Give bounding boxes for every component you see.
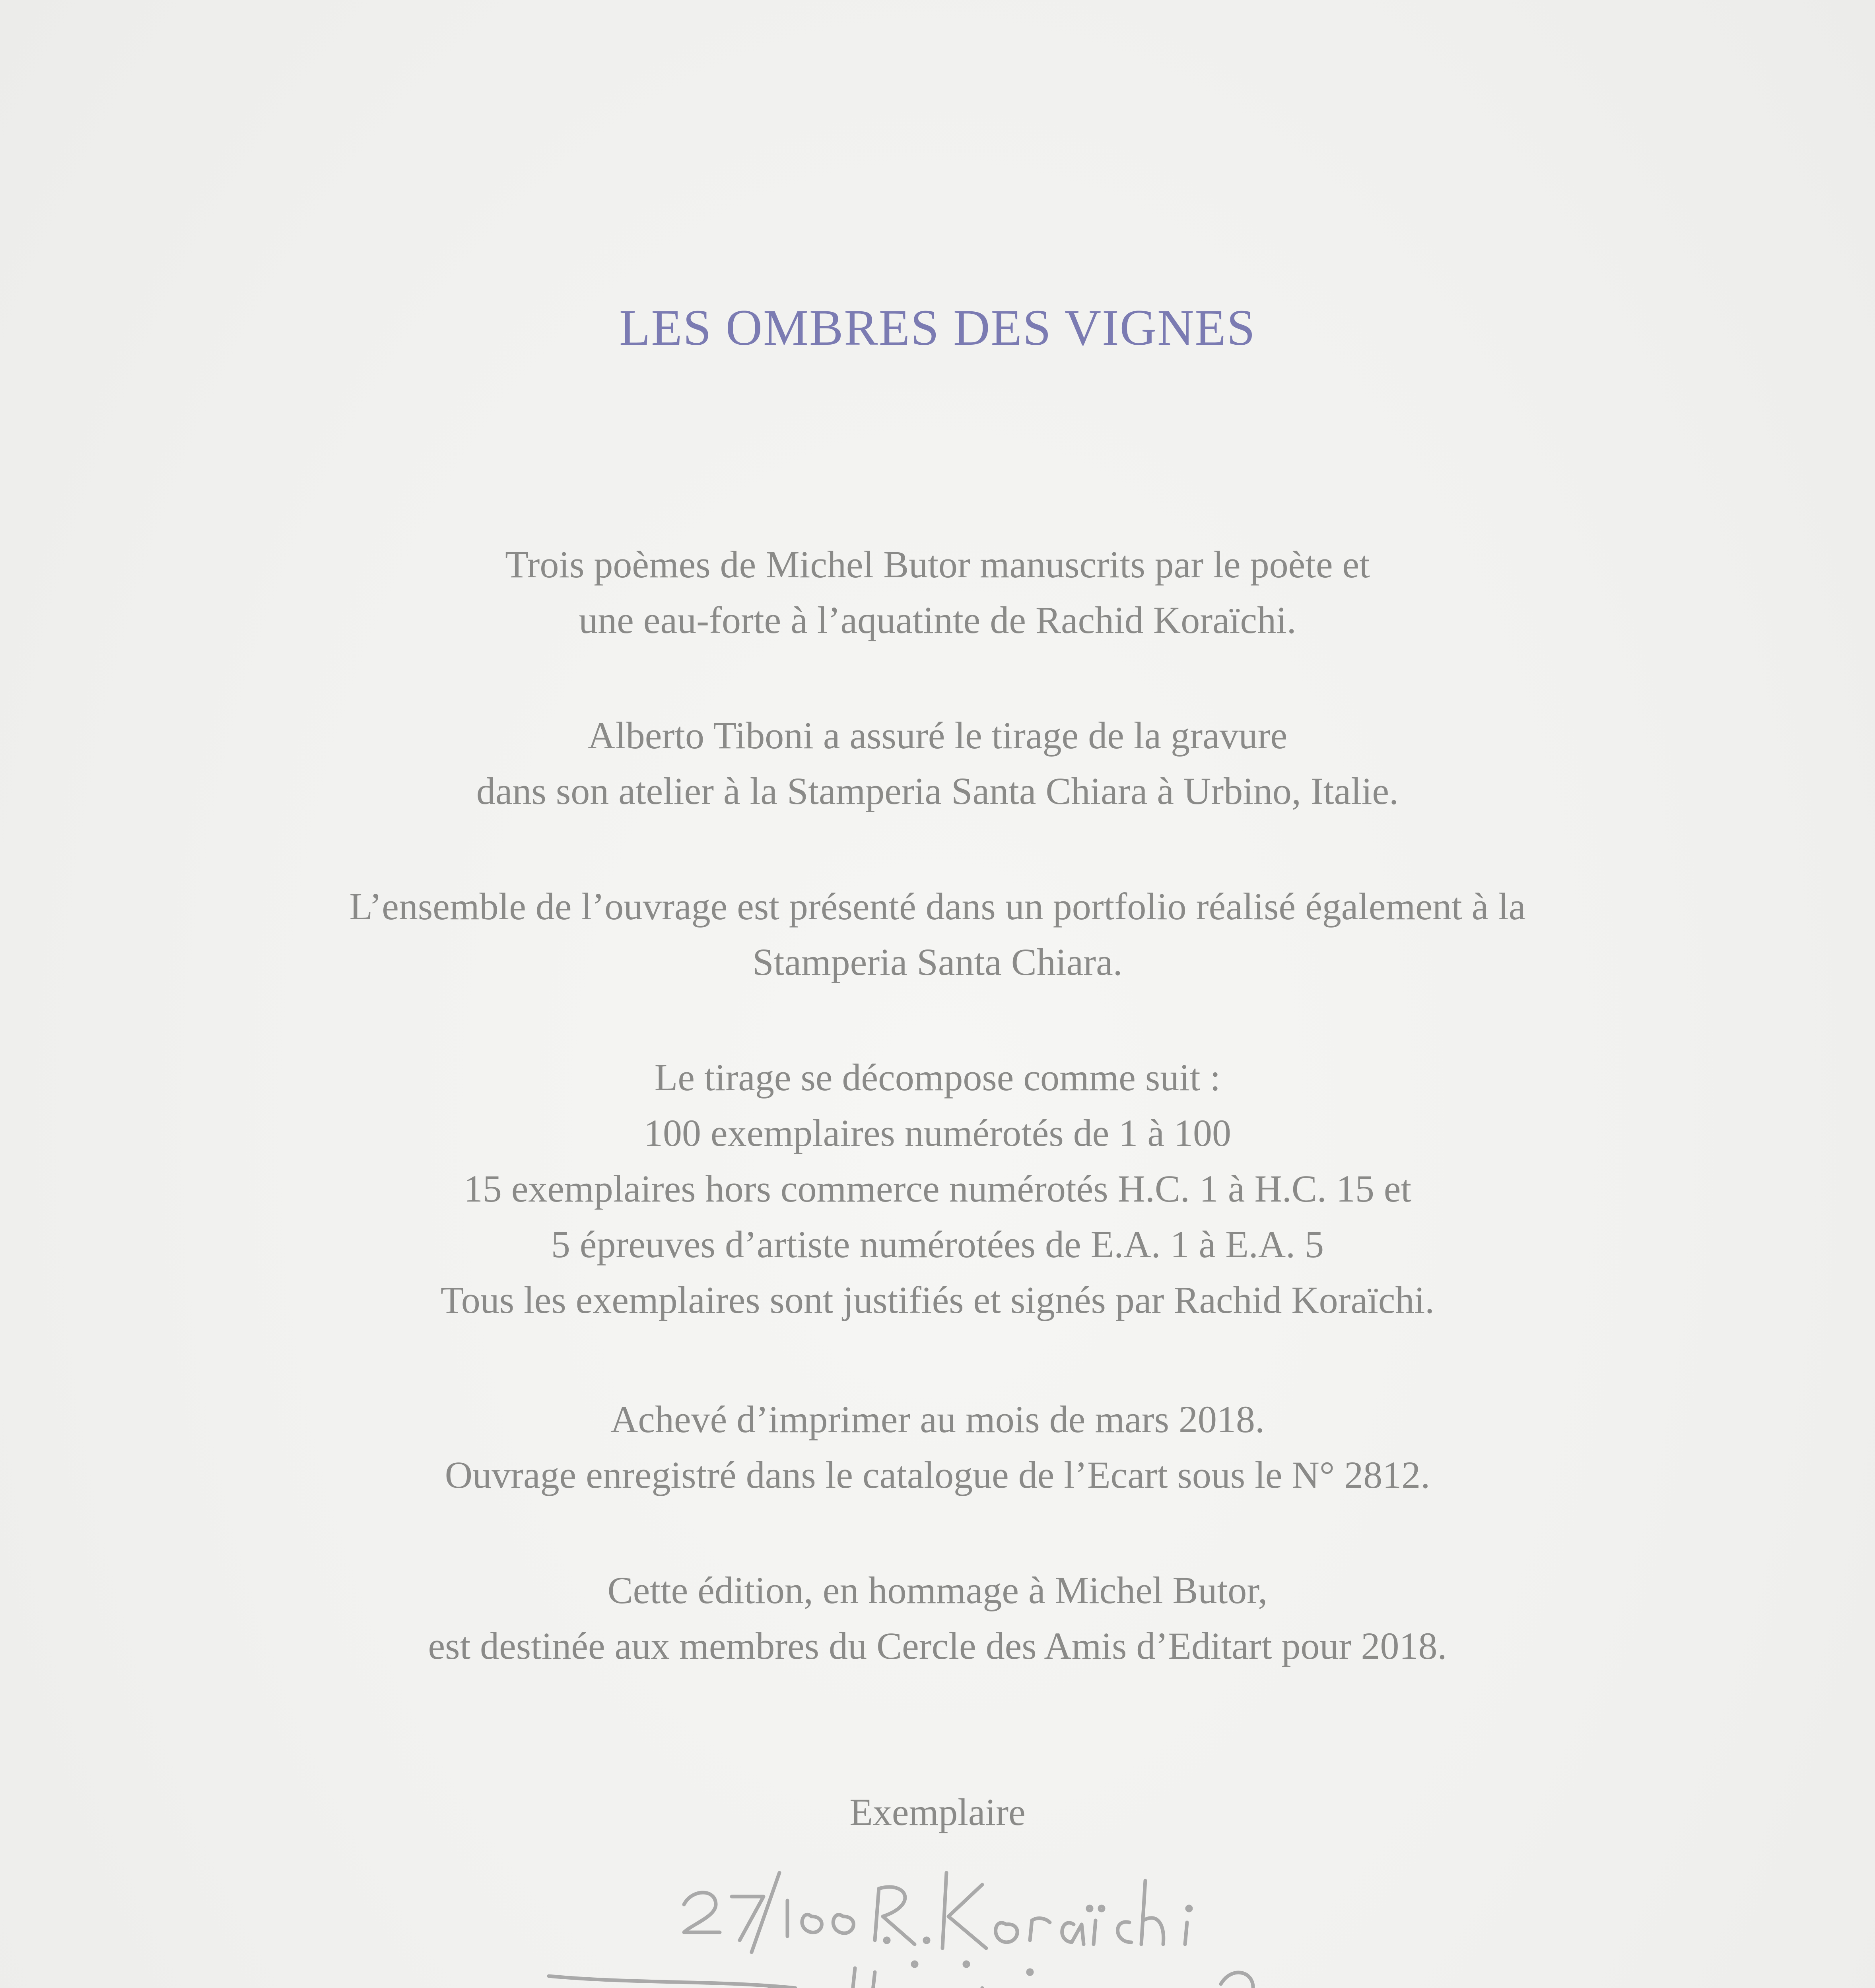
text-line: Ouvrage enregistré dans le catalogue de l’Ecart sous le N° 2812. — [445, 1454, 1430, 1496]
page-title: LES OMBRES DES VIGNES — [619, 299, 1256, 356]
colophon-paragraph-achieve — [0, 1392, 1875, 1503]
pencil-signature-drawing — [517, 1821, 1392, 1988]
text-line: Cette édition, en hommage à Michel Butor, — [607, 1569, 1268, 1611]
colophon-paragraph-poems — [0, 537, 1875, 648]
text-line: Le tirage se décompose comme suit : — [654, 1056, 1221, 1099]
text-line: 5 épreuves d’artiste numérotées de E.A. 1 à E.A. 5 — [551, 1223, 1324, 1266]
colophon-paragraph-printing — [0, 708, 1875, 819]
text-line: Trois poèmes de Michel Butor manuscrits par le poète et — [505, 543, 1370, 586]
colophon-paragraph-portfolio — [0, 879, 1875, 990]
exemplaire-label: Exemplaire — [849, 1791, 1026, 1833]
text-line: Achevé d’imprimer au mois de mars 2018. — [610, 1398, 1265, 1441]
colophon-paragraph-dedication — [0, 1563, 1875, 1674]
text-line: est destinée aux membres du Cercle des Amis d’Editart pour 2018. — [428, 1625, 1447, 1667]
text-line: 15 exemplaires hors commerce numérotés H.C. 1 à H.C. 15 et — [463, 1167, 1412, 1210]
text-line: L’ensemble de l’ouvrage est présenté dans un portfolio réalisé également à la — [349, 885, 1526, 928]
text-line: une eau-forte à l’aquatinte de Rachid Koraïchi. — [579, 599, 1296, 641]
text-line: Tous les exemplaires sont justifiés et signés par Rachid Koraïchi. — [440, 1279, 1435, 1321]
text-line: 100 exemplaires numérotés de 1 à 100 — [644, 1112, 1231, 1154]
text-line: dans son atelier à la Stamperia Santa Chiara à Urbino, Italie. — [476, 770, 1399, 812]
colophon-paragraph-edition — [0, 1050, 1875, 1328]
text-line: Alberto Tiboni a assuré le tirage de la gravure — [587, 714, 1288, 757]
text-line: Stamperia Santa Chiara. — [752, 941, 1123, 983]
handwritten-signature — [517, 1821, 1392, 1988]
